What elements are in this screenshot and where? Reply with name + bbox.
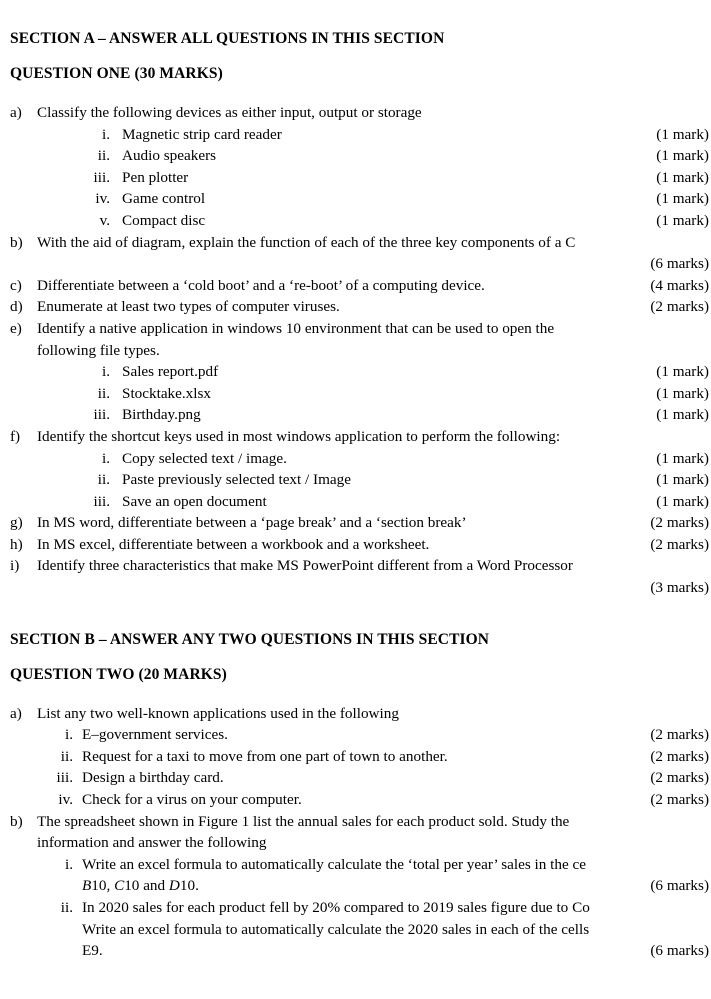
question-item-e-cont [0, 340, 711, 362]
item-text-continued: information and answer the following [37, 834, 267, 852]
marks-value-b: (6 marks) [650, 255, 709, 273]
marks-value: (1 mark) [656, 211, 709, 229]
marks-value: (1 mark) [656, 363, 709, 381]
item-label: c) [10, 276, 22, 294]
item-text: Identify a native application in windows 10 environment that can be used to open the [37, 319, 555, 337]
item-text: Classify the following devices as either input, output or storage [37, 104, 422, 121]
subitem-text: Audio speakers [122, 147, 217, 165]
q2-item-a [0, 703, 711, 725]
subitem-a-i [0, 124, 711, 146]
subitem-text: Game control [122, 190, 206, 208]
q2-item-b [0, 811, 711, 833]
subitem-f-i [0, 448, 711, 470]
subitem-text: Birthday.png [122, 406, 201, 424]
subitem-label: i. [64, 726, 73, 744]
item-text: List any two well-known applications used in the following [37, 704, 399, 722]
spacer [0, 686, 711, 703]
subitem-label: v. [99, 211, 110, 229]
subitem-text-continued: E9. [82, 942, 103, 960]
subitem-label: ii. [97, 147, 110, 165]
subitem-text: Magnetic strip card reader [122, 125, 282, 143]
subitem-text: Request for a taxi to move from one part of town to another. [82, 747, 448, 765]
marks-value: (1 mark) [656, 492, 709, 510]
question-item-i [0, 555, 711, 577]
subitem-f-ii [0, 469, 711, 491]
item-label: e) [10, 319, 22, 337]
section-b-heading: SECTION B – ANSWER ANY TWO QUESTIONS IN THIS SECTION [10, 630, 490, 648]
subitem-label: i. [101, 449, 110, 467]
subitem-label: i. [64, 855, 73, 873]
marks-value: (1 mark) [656, 471, 709, 489]
subitem-f-iii [0, 491, 711, 513]
item-label: a) [10, 104, 22, 121]
item-label: i) [10, 557, 20, 575]
q2-subitem-b-i [0, 854, 711, 876]
marks-value: (6 marks) [650, 942, 709, 960]
marks-value: (1 mark) [656, 125, 709, 143]
subitem-label: iv. [58, 791, 73, 809]
question-item-d [0, 296, 711, 318]
question-item-g [0, 512, 711, 534]
question-item-b [0, 232, 711, 254]
subitem-label: iii. [93, 406, 110, 424]
subitem-a-iv [0, 188, 711, 210]
item-text: Identify the shortcut keys used in most windows application to perform the following: [37, 427, 561, 445]
cell-reference-line [82, 875, 711, 897]
item-label: b) [10, 233, 23, 251]
marks-value: (6 marks) [650, 877, 709, 895]
subitem-text: Stocktake.xlsx [122, 384, 212, 402]
subitem-text: E–government services. [82, 726, 228, 744]
question-one-heading: QUESTION ONE (30 MARKS) [10, 65, 223, 82]
question-two-heading: QUESTION TWO (20 MARKS) [10, 665, 227, 683]
subitem-label: ii. [60, 747, 73, 765]
spacer [0, 85, 711, 102]
subitem-label: ii. [97, 384, 110, 402]
q2-subitem-b-i-cells [0, 875, 711, 897]
marks-value: (1 mark) [656, 384, 709, 402]
subitem-text: Compact disc [122, 211, 206, 229]
subitem-text: Write an excel formula to automatically calculate the ‘total per year’ sales in the ce [82, 855, 586, 873]
subitem-label: iii. [93, 492, 110, 510]
subitem-text: Design a birthday card. [82, 769, 224, 787]
q2-subitem-b-ii [0, 897, 711, 919]
cell-column-letter: D [168, 877, 180, 895]
question-item-h [0, 534, 711, 556]
q2-subitem-a-iii [0, 767, 711, 789]
subitem-text: Sales report.pdf [122, 363, 219, 381]
subitem-a-ii [0, 145, 711, 167]
cell-row-number: 10, [91, 877, 115, 895]
marks-value: (2 marks) [650, 791, 709, 809]
marks-value: (1 mark) [656, 190, 709, 208]
cell-row-number: 10 and [124, 877, 169, 895]
item-label: g) [10, 514, 23, 532]
q2-subitem-a-iv [0, 789, 711, 811]
marks-value: (2 marks) [650, 769, 709, 787]
marks-value: (1 mark) [656, 147, 709, 165]
question-item-e [0, 318, 711, 340]
spacer [0, 599, 711, 629]
item-label: d) [10, 298, 23, 316]
question-item-c [0, 275, 711, 297]
item-label: f) [10, 427, 21, 445]
spacer [0, 651, 711, 664]
marks-value: (2 marks) [650, 298, 709, 316]
item-label: h) [10, 535, 23, 553]
subitem-label: iii. [56, 769, 73, 787]
subitem-label: ii. [97, 471, 110, 489]
cell-column-letter: B [82, 877, 92, 895]
marks-value: (2 marks) [650, 747, 709, 765]
item-text: The spreadsheet shown in Figure 1 list the annual sales for each product sold. Study the [37, 812, 570, 830]
q2-subitem-b-ii-cont [0, 919, 711, 941]
subitem-a-iii [0, 167, 711, 189]
marks-value: (1 mark) [656, 168, 709, 186]
subitem-label: iii. [93, 168, 110, 186]
q2-subitem-a-ii [0, 746, 711, 768]
q2-item-b-cont [0, 832, 711, 854]
subitem-text: Copy selected text / image. [122, 449, 287, 467]
subitem-text-continued: Write an excel formula to automatically calculate the 2020 sales in each of the cells [82, 920, 590, 938]
item-text: Identify three characteristics that make MS PowerPoint different from a Word Processor [37, 557, 573, 575]
marks-value: (1 mark) [656, 406, 709, 424]
item-label: b) [10, 812, 23, 830]
subitem-label: i. [101, 363, 110, 381]
item-text: In MS word, differentiate between a ‘page break’ and a ‘section break’ [37, 514, 467, 532]
subitem-text: Check for a virus on your computer. [82, 791, 302, 809]
item-text: In MS excel, differentiate between a workbook and a worksheet. [37, 535, 430, 553]
marks-value: (2 marks) [650, 535, 709, 553]
item-text: Enumerate at least two types of computer viruses. [37, 298, 340, 316]
cell-row-number: 10. [179, 877, 199, 895]
marks-value: (1 mark) [656, 449, 709, 467]
subitem-e-iii [0, 404, 711, 426]
item-text: Differentiate between a ‘cold boot’ and a ‘re-boot’ of a computing device. [37, 276, 485, 294]
item-label: a) [10, 704, 22, 722]
marks-value: (2 marks) [650, 726, 709, 744]
q2-subitem-b-ii-cont2 [0, 940, 711, 962]
subitem-label: ii. [60, 899, 73, 916]
subitem-e-i [0, 361, 711, 383]
subitem-e-ii [0, 383, 711, 405]
subitem-text: Paste previously selected text / Image [122, 471, 352, 489]
marks-value: (4 marks) [650, 276, 709, 294]
subitem-text: In 2020 sales for each product fell by 20% compared to 2019 sales figure due to Co [82, 899, 590, 916]
subitem-label: iv. [95, 190, 110, 208]
q2-subitem-a-i [0, 724, 711, 746]
marks-value-i: (3 marks) [650, 579, 709, 597]
spacer [0, 50, 711, 63]
subitem-text: Save an open document [122, 492, 267, 510]
subitem-text: Pen plotter [122, 168, 189, 186]
question-item-a [0, 102, 711, 124]
question-item-f [0, 426, 711, 448]
section-a-heading: SECTION A – ANSWER ALL QUESTIONS IN THIS SECTION [10, 30, 445, 47]
marks-value: (2 marks) [650, 514, 709, 532]
item-text-continued: following file types. [37, 341, 160, 359]
subitem-label: i. [101, 125, 110, 143]
subitem-a-v [0, 210, 711, 232]
cell-column-letter: C [114, 877, 125, 895]
item-text: With the aid of diagram, explain the function of each of the three key components of a C [37, 233, 576, 251]
